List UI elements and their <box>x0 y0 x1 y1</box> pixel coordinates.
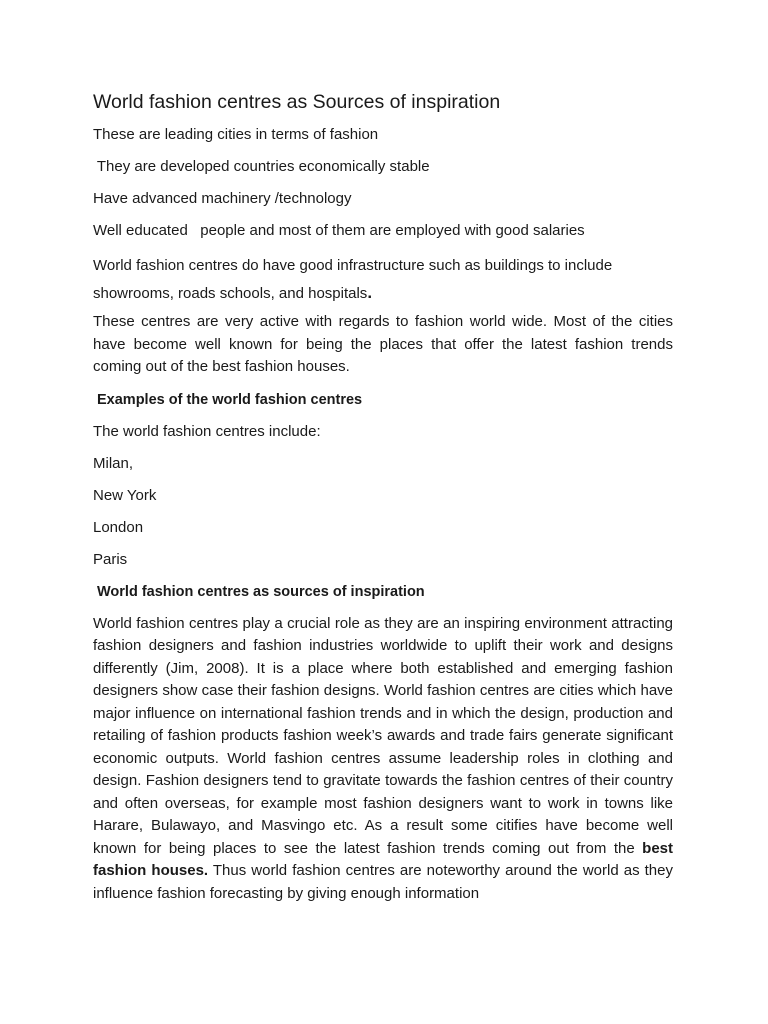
active-paragraph: These centres are very active with regards to fashion world wide. Most of the cities have become well known for being the places that offer the latest fashion trends coming out of the best fashion houses. <box>93 313 673 375</box>
include-line: The world fashion centres include: <box>93 422 321 440</box>
text-line: These are leading cities in terms of fashion <box>93 126 379 143</box>
city-item: Paris <box>93 550 128 568</box>
city-item: Milan, <box>93 454 134 472</box>
city-item: London <box>93 518 144 536</box>
text-line: Have advanced machinery /technology <box>93 190 352 207</box>
inspiration-text-part1: World fashion centres play a crucial role as they are an inspiring environment attracting fashion designers and fashion industries worldwide to uplift their work and designs differently (Jim, 2008). It is a place where both established and emerging fashion designers show case their fashion designs. World fashion centres are cities which have major influence on international fashion trends and in which the design, production and retailing of fashion products fashion week’s awards and trade fairs generate significant economic outputs. World fashion centres assume leadership roles in clothing and design. Fashion designers tend to gravitate towards the fashion centres of their country and often overseas, for example most fashion designers want to work in towns like Harare, Bulawayo, and Masvingo etc. As a result some citifies have become well known for being places to see the latest fashion trends coming out from the <box>93 614 673 857</box>
inspiration-heading: World fashion centres as sources of inspiration <box>97 583 425 600</box>
text-line: They are developed countries economically stable <box>93 158 430 175</box>
document-title: World fashion centres as Sources of inspiration <box>93 91 501 113</box>
inspiration-text-part2: Thus world fashion centres are noteworthy around the world as they influence fashion forecasting by giving enough information <box>93 862 673 902</box>
document-page <box>93 88 673 915</box>
city-item: New York <box>93 486 157 504</box>
infrastructure-line <box>93 252 673 307</box>
inspiration-bold-text: best fashion houses. <box>93 839 673 879</box>
infrastructure-period: . <box>367 283 373 302</box>
infrastructure-text: World fashion centres do have good infrastructure such as buildings to include showrooms, roads schools, and hospitals <box>93 257 613 302</box>
inspiration-paragraph <box>93 613 673 906</box>
examples-heading: Examples of the world fashion centres <box>97 391 363 408</box>
text-line: Well educated people and most of them are employed with good salaries <box>93 222 585 239</box>
